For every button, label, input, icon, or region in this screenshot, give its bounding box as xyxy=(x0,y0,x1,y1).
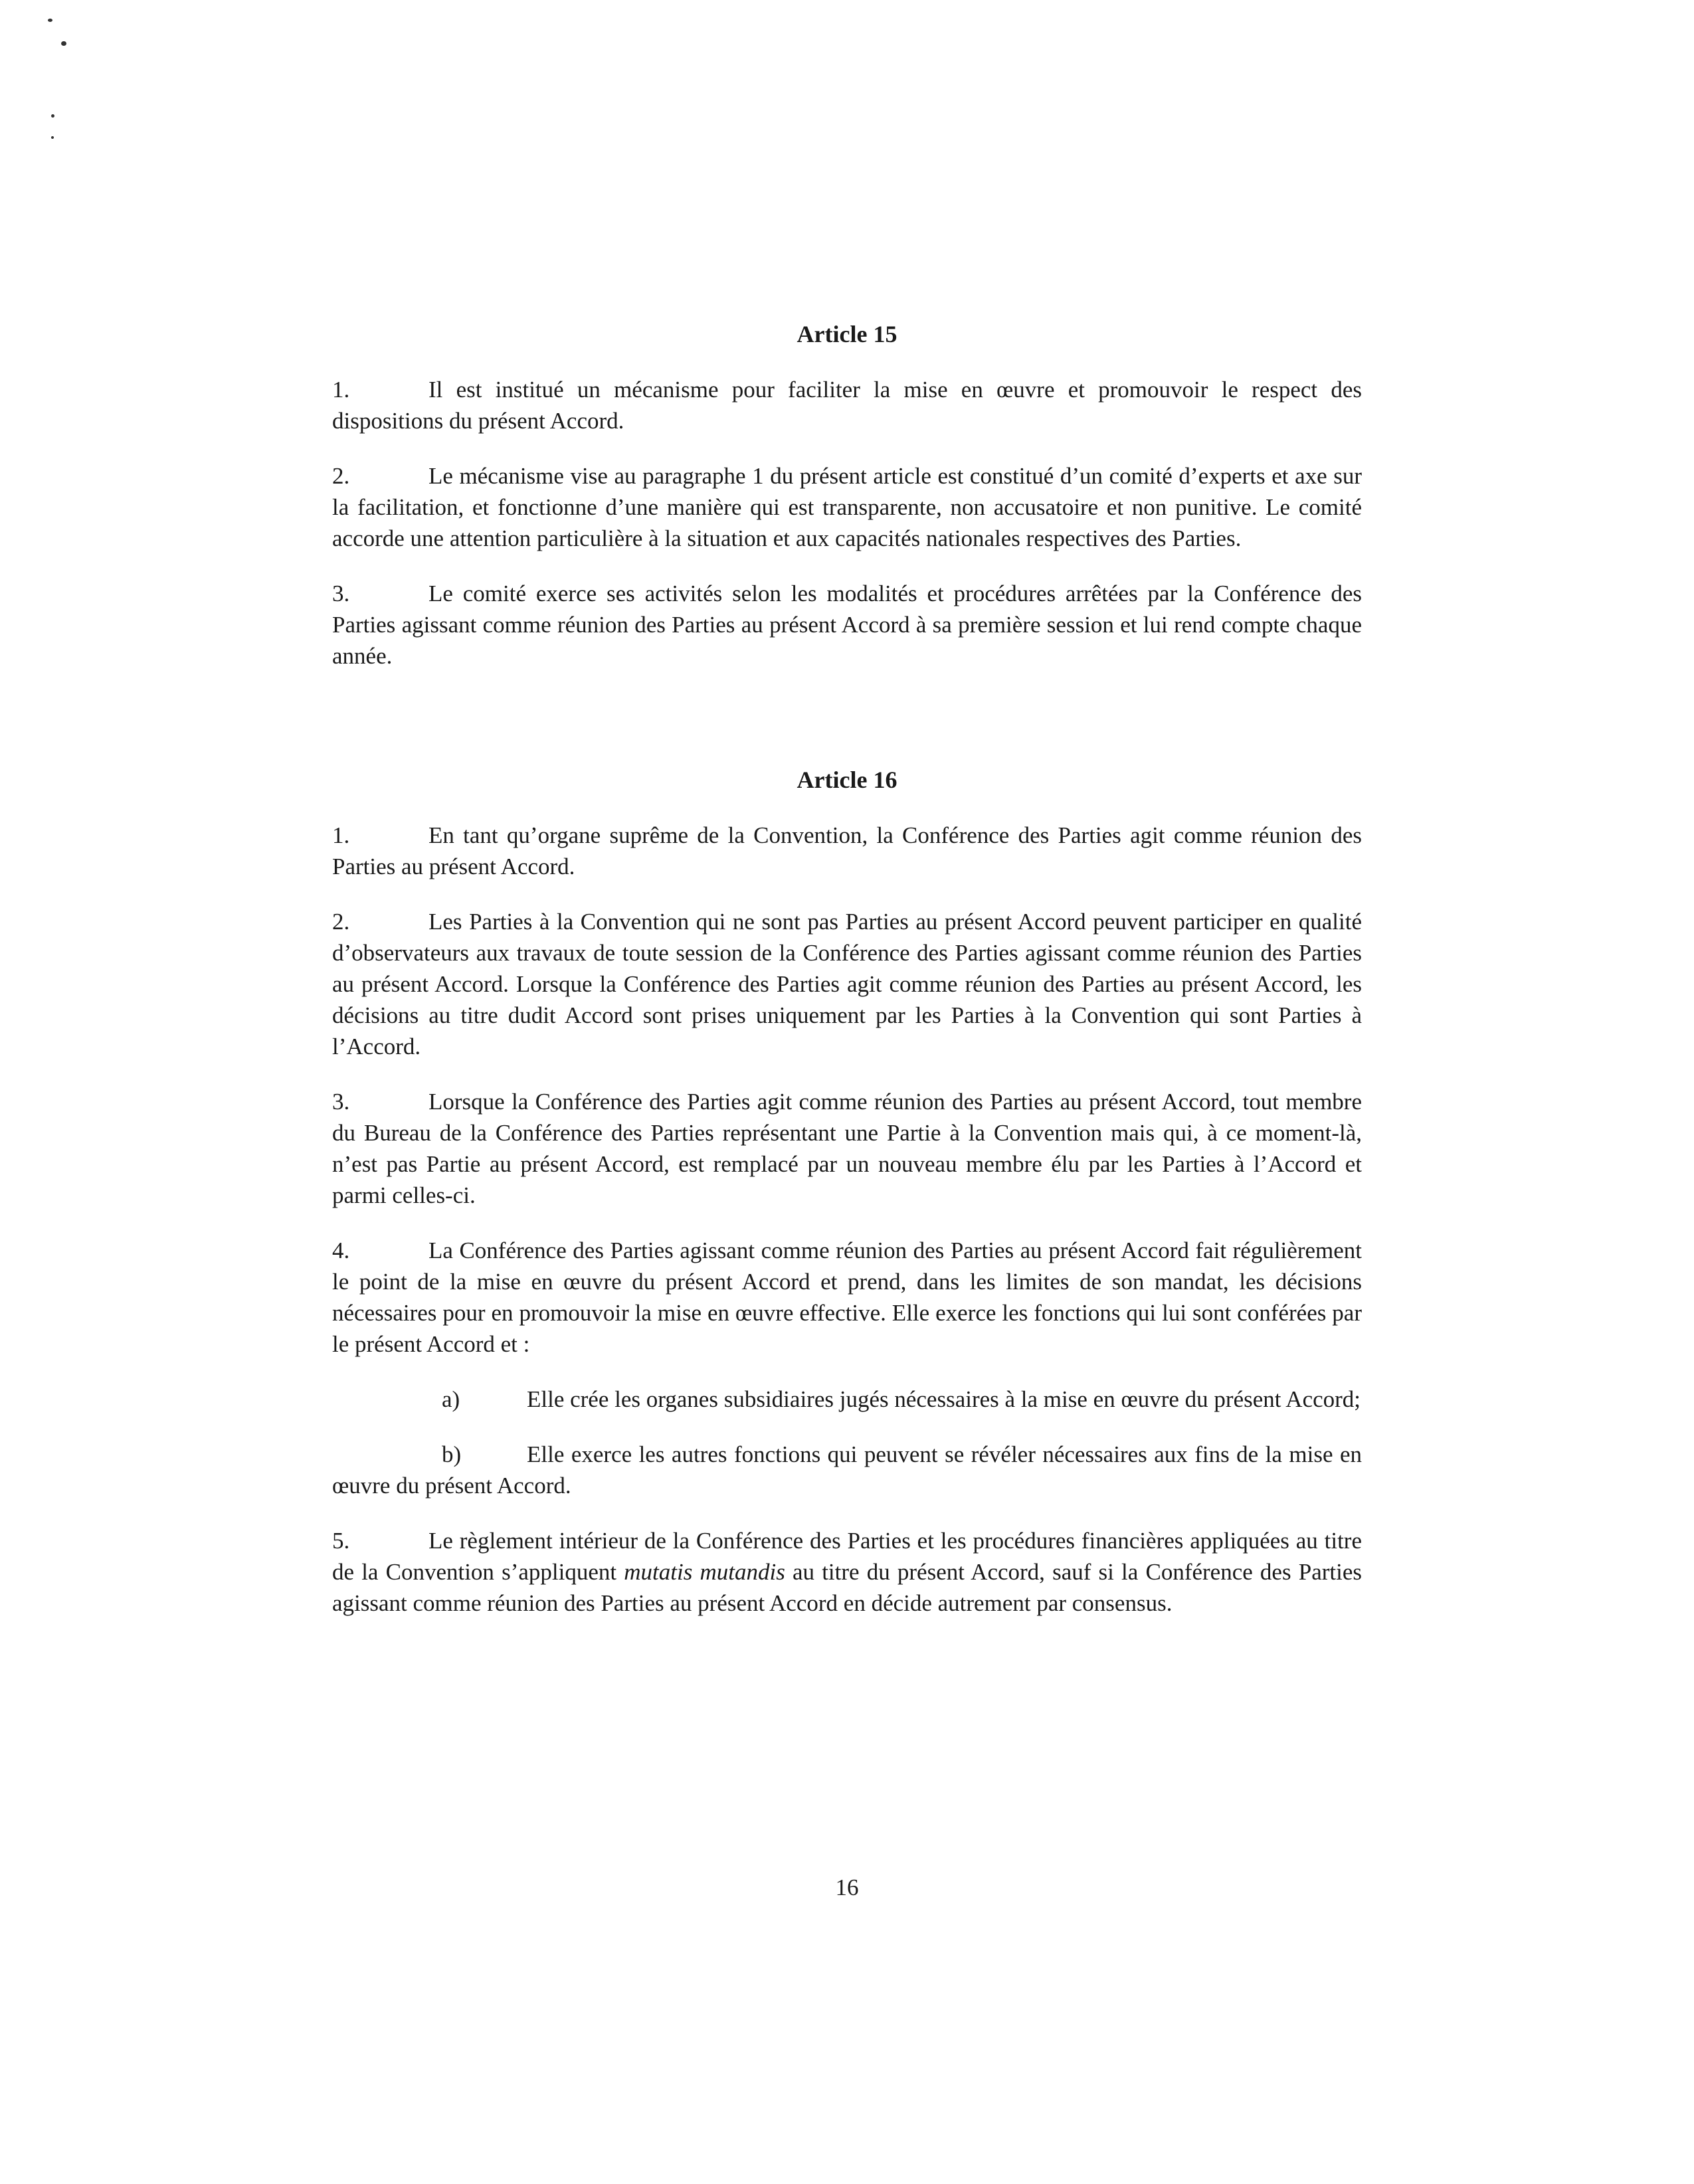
document-body xyxy=(332,319,1362,1619)
paragraph-number: 3. xyxy=(332,581,350,606)
paragraph xyxy=(332,1086,1362,1211)
page-number: 16 xyxy=(835,1874,859,1900)
subitem-label: b) xyxy=(442,1441,462,1467)
scan-speck xyxy=(51,114,54,118)
paragraph xyxy=(332,906,1362,1062)
paragraph-number: 2. xyxy=(332,909,350,935)
paragraph-text: au titre du présent Accord, sauf si la Conférence des Parties agissant comme réunion des Parties au présent Accord en décide autrement par consensus. xyxy=(332,1559,1362,1616)
paragraph-text: La Conférence des Parties agissant comme réunion des Parties au présent Accord fait régulièrement le point de la mise en œuvre du présent Accord et prend, dans les limites de son mandat, les décisions nécessaires pour en promouvoir la mise en œuvre effective. Elle exerce les fonctions qui lui sont conférées par le présent Accord et : xyxy=(332,1237,1362,1357)
subitem-text: Elle exerce les autres fonctions qui peuvent se révéler nécessaires aux fins de la mise en œuvre du présent Accord. xyxy=(332,1441,1362,1499)
paragraph-text: En tant qu’organe suprême de la Convention, la Conférence des Parties agit comme réunion des Parties au présent Accord. xyxy=(332,822,1362,879)
scan-speck xyxy=(51,136,54,139)
article-16 xyxy=(332,765,1362,1619)
article-15 xyxy=(332,319,1362,672)
paragraph-text: Le comité exerce ses activités selon les modalités et procédures arrêtées par la Conférence des Parties agissant comme réunion des Parties au présent Accord à sa première session et lui rend compte chaque année. xyxy=(332,581,1362,669)
paragraph-italic-term: mutatis mutandis xyxy=(624,1559,785,1585)
paragraph-number: 1. xyxy=(332,377,350,403)
paragraph xyxy=(332,1235,1362,1360)
paragraph-number: 5. xyxy=(332,1528,350,1554)
paragraph-text: Le mécanisme vise au paragraphe 1 du présent article est constitué d’un comité d’experts et axe sur la facilitation, et fonctionne d’une manière qui est transparente, non accusatoire et non punitive. Le comité accorde une attention particulière à la situation et aux capacités nationales respectives des Parties. xyxy=(332,463,1362,551)
subitem xyxy=(332,1384,1362,1415)
paragraph xyxy=(332,1525,1362,1619)
paragraph-number: 3. xyxy=(332,1089,350,1115)
paragraph-text: Les Parties à la Convention qui ne sont pas Parties au présent Accord peuvent participer en qualité d’observateurs aux travaux de toute session de la Conférence des Parties agissant comme réunion des Parties au présent Accord. Lorsque la Conférence des Parties agit comme réunion des Parties au présent Accord, les décisions au titre dudit Accord sont prises uniquement par les Parties à la Convention qui sont Parties à l’Accord. xyxy=(332,909,1362,1059)
paragraph xyxy=(332,460,1362,554)
paragraph-number: 4. xyxy=(332,1237,350,1263)
scan-speck xyxy=(48,19,52,22)
paragraph-text: Le règlement intérieur de la Conférence des Parties et les procédures financières appliquées au titre de la Convention s’appliquent xyxy=(332,1528,1362,1585)
subitem-label: a) xyxy=(442,1386,460,1412)
article-title: Article 15 xyxy=(797,321,897,347)
paragraph-text: Il est institué un mécanisme pour faciliter la mise en œuvre et promouvoir le respect des dispositions du présent Accord. xyxy=(332,377,1362,434)
article-title: Article 16 xyxy=(797,767,897,793)
scan-speck xyxy=(61,41,66,46)
paragraph xyxy=(332,374,1362,436)
subitem xyxy=(332,1439,1362,1501)
paragraph-text: Lorsque la Conférence des Parties agit comme réunion des Parties au présent Accord, tout membre du Bureau de la Conférence des Parties représentant une Partie à la Convention mais qui, à ce moment-là, n’est pas Partie au présent Accord, est remplacé par un nouveau membre élu par les Parties à l’Accord et parmi celles-ci. xyxy=(332,1089,1362,1208)
subitem-text: Elle crée les organes subsidiaires jugés nécessaires à la mise en œuvre du présent Accord; xyxy=(527,1386,1361,1412)
paragraph xyxy=(332,820,1362,882)
paragraph-number: 2. xyxy=(332,463,350,489)
paragraph-number: 1. xyxy=(332,822,350,848)
paragraph xyxy=(332,578,1362,672)
